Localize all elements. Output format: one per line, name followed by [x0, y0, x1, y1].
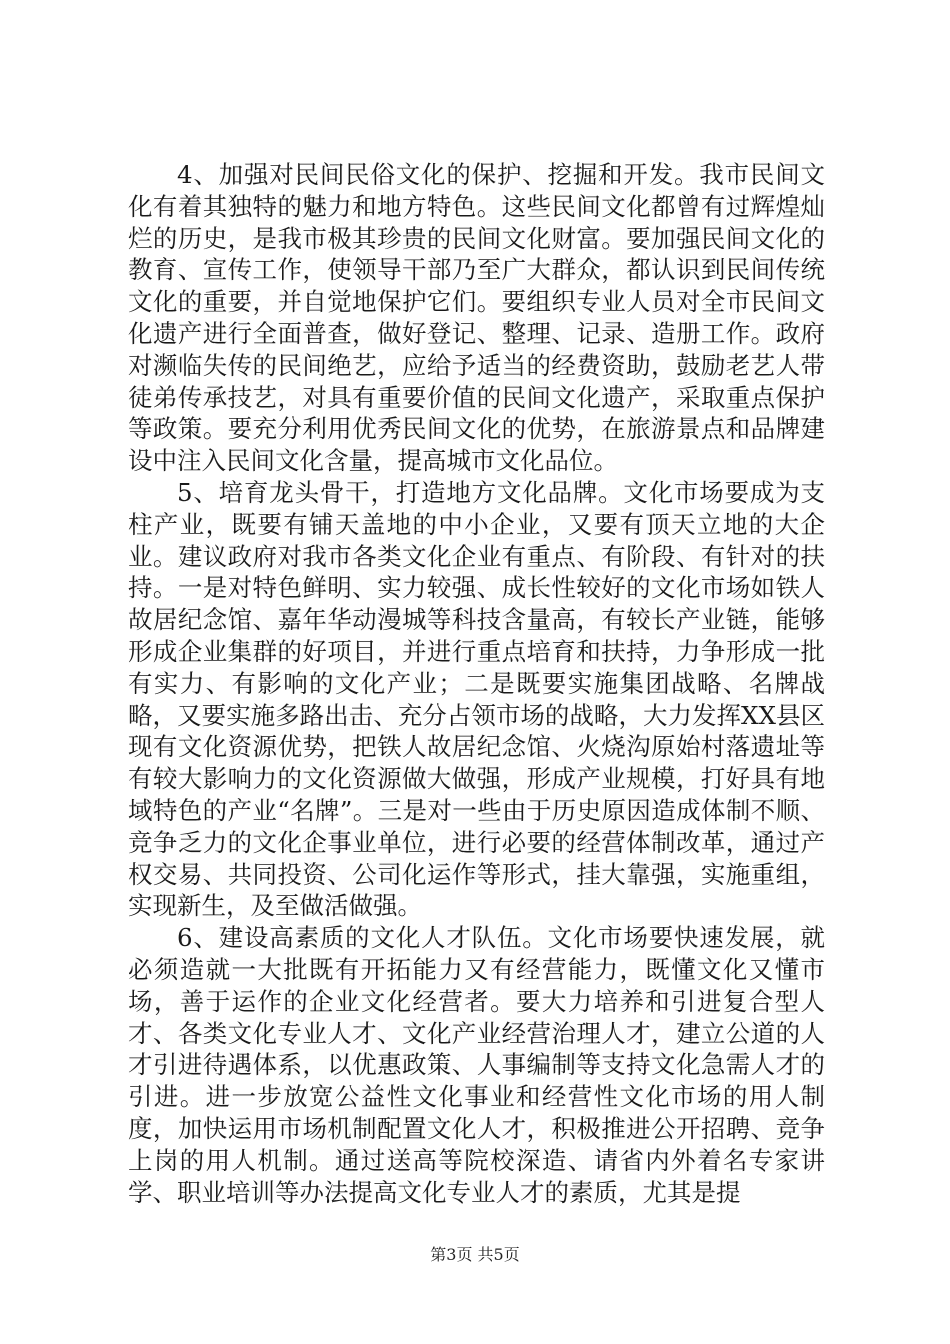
document-body — [128, 159, 825, 1208]
page-footer — [0, 1242, 950, 1265]
paragraph-5: 5、培育龙头骨干，打造地方文化品牌。文化市场要成为支柱产业，既要有铺天盖地的中小企业，又要有顶天立地的大企业。建议政府对我市各类文化企业有重点、有阶段、有针对的扶持。一是对特色鲜明、实力较强、成长性较好的文化市场如铁人故居纪念馆、嘉年华动漫城等科技含量高，有较长产业链，能够形成企业集群的好项目，并进行重点培育和扶持，力争形成一批有实力、有影响的文化产业；二是既要实施集团战略、名牌战略，又要实施多路出击、充分占领市场的战略，大力发挥XX县区现有文化资源优势，把铁人故居纪念馆、火烧沟原始村落遗址等有较大影响力的文化资源做大做强，形成产业规模，打好具有地域特色的产业“名牌”。三是对一些由于历史原因造成体制不顺、竞争乏力的文化企事业单位，进行必要的经营体制改革，通过产权交易、共同投资、公司化运作等形式，挂大靠强，实施重组，实现新生，及至做活做强。 — [128, 477, 825, 921]
page-number-label: 第3页 共5页 — [430, 1245, 520, 1264]
paragraph-4: 4、加强对民间民俗文化的保护、挖掘和开发。我市民间文化有着其独特的魅力和地方特色。这些民间文化都曾有过辉煌灿烂的历史，是我市极其珍贵的民间文化财富。要加强民间文化的教育、宣传工作，使领导干部乃至广大群众，都认识到民间传统文化的重要，并自觉地保护它们。要组织专业人员对全市民间文化遗产进行全面普查，做好登记、整理、记录、造册工作。政府对濒临失传的民间绝艺，应给予适当的经费资助，鼓励老艺人带徒弟传承技艺，对具有重要价值的民间文化遗产，采取重点保护等政策。要充分利用优秀民间文化的优势，在旅游景点和品牌建设中注入民间文化含量，提高城市文化品位。 — [128, 160, 825, 476]
paragraph-6: 6、建设高素质的文化人才队伍。文化市场要快速发展，就必须造就一大批既有开拓能力又有经营能力，既懂文化又懂市场，善于运作的企业文化经营者。要大力培养和引进复合型人才、各类文化专业人才、文化产业经营治理人才，建立公道的人才引进待遇体系，以优惠政策、人事编制等支持文化急需人才的引进。进一步放宽公益性文化事业和经营性文化市场的用人制度，加快运用市场机制配置文化人才，积极推进公开招聘、竞争上岗的用人机制。通过送高等院校深造、请省内外着名专家讲学、职业培训等办法提高文化专业人才的素质，尤其是提 — [128, 923, 825, 1207]
